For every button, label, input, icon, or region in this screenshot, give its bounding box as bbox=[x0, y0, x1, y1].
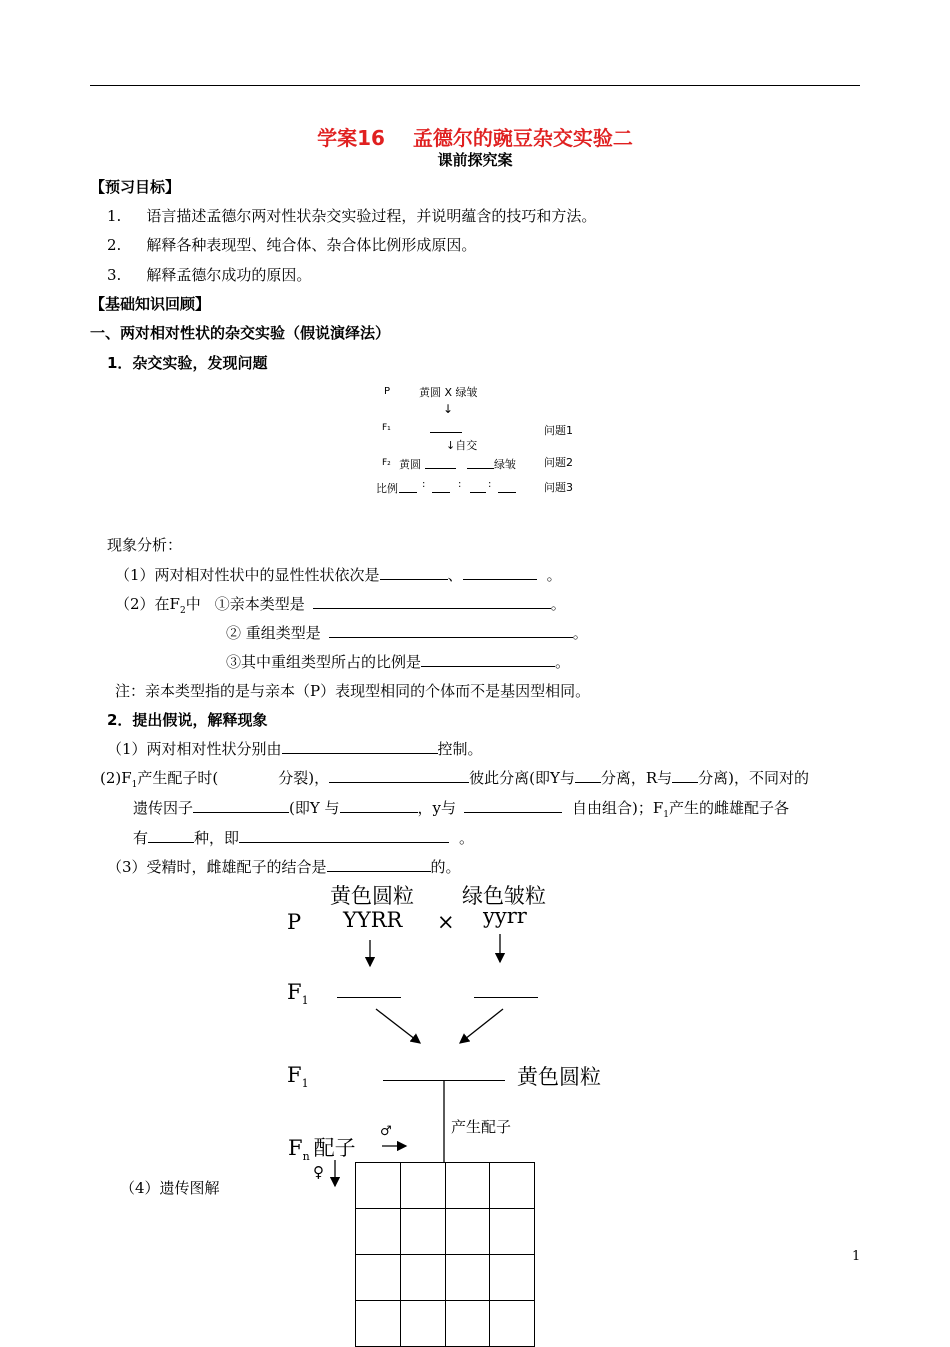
diagram-question-3: 问题3 bbox=[544, 481, 573, 494]
page-title: 学案16 孟德尔的豌豆杂交实验二 bbox=[317, 126, 633, 150]
p-left-genotype: YYRR bbox=[343, 908, 403, 932]
punnett-cell[interactable] bbox=[490, 1209, 535, 1255]
hypothesis-1: （1）两对相对性状分别由 控制。 bbox=[107, 740, 483, 758]
f1b-phenotype: 黄色圆粒 bbox=[517, 1065, 601, 1089]
analysis-q2b: ② 重组类型是 。 bbox=[226, 624, 588, 642]
punnett-cell[interactable] bbox=[445, 1301, 490, 1347]
hypothesis-4: （4）遗传图解 bbox=[120, 1179, 220, 1197]
punnett-cell[interactable] bbox=[356, 1255, 401, 1301]
diagram-f2-right: 绿皱 bbox=[494, 458, 516, 471]
punnett-cell[interactable] bbox=[445, 1163, 490, 1209]
punnett-square bbox=[355, 1162, 535, 1347]
goal-item: 2. 解释各种表现型、纯合体、杂合体比例形成原因。 bbox=[107, 236, 477, 254]
hypothesis-2-line2: 遗传因子 (即Y 与 ，y与 自由组合)；$F_1$产生的雌雄配子各 bbox=[133, 799, 790, 820]
diagram-selfing: ↓自交 bbox=[446, 439, 478, 452]
hypothesis-2-line3: 有 种，即 。 bbox=[133, 829, 475, 847]
f1b-label: $F_1$ bbox=[287, 1063, 309, 1091]
female-icon: ♀ bbox=[313, 1163, 324, 1181]
analysis-q2: （2）在$F_2$中 ①亲本类型是 。 bbox=[115, 595, 566, 616]
punnett-cell[interactable] bbox=[356, 1163, 401, 1209]
page-subtitle: 课前探究案 bbox=[437, 151, 513, 169]
diagram-f2-left: 黄圆 bbox=[399, 458, 421, 471]
hypothesis-3: （3）受精时，雌雄配子的结合是 的。 bbox=[107, 858, 461, 876]
diagram-question-1: 问题1 bbox=[544, 424, 573, 437]
punnett-cell[interactable] bbox=[400, 1255, 445, 1301]
p-generation-label: P bbox=[287, 910, 302, 934]
punnett-cell[interactable] bbox=[490, 1255, 535, 1301]
diagram-question-2: 问题2 bbox=[544, 456, 573, 469]
diagram-p-label: P bbox=[384, 386, 391, 397]
review-heading: 【基础知识回顾】 bbox=[90, 295, 211, 313]
subsection-heading: 1．杂交实验，发现问题 bbox=[107, 354, 268, 372]
ratio-colon: : bbox=[458, 479, 462, 490]
section-heading: 一、两对相对性状的杂交实验（假说演绎法） bbox=[90, 324, 391, 342]
punnett-cell[interactable] bbox=[400, 1209, 445, 1255]
f1-label: $F_1$ bbox=[287, 980, 309, 1008]
analysis-note: 注：亲本类型指的是与亲本（P）表现型相同的个体而不是基因型相同。 bbox=[115, 682, 591, 700]
down-arrow-icon: ↓ bbox=[443, 402, 454, 416]
p-left-phenotype: 黄色圆粒 bbox=[330, 884, 414, 908]
analysis-q2c: ③其中重组类型所占的比例是 。 bbox=[226, 653, 571, 671]
ratio-colon: : bbox=[422, 479, 426, 490]
p-right-genotype: yyrr bbox=[483, 904, 527, 928]
male-icon: ♂ bbox=[380, 1124, 392, 1139]
gamete-production-label: 产生配子 bbox=[451, 1118, 512, 1136]
diagram-f1-label: F₁ bbox=[382, 423, 391, 433]
analysis-q1: （1）两对相对性状中的显性性状依次是 、 。 bbox=[115, 566, 562, 584]
punnett-cell[interactable] bbox=[400, 1301, 445, 1347]
fn-label: $F_n$ 配子 bbox=[288, 1136, 356, 1164]
punnett-cell[interactable] bbox=[400, 1163, 445, 1209]
punnett-cell[interactable] bbox=[356, 1301, 401, 1347]
diagram-p-cross: 黄圆 X 绿皱 bbox=[419, 386, 478, 399]
hypothesis-2-line1: $(2)F_1$产生配子时( 分裂)， 彼此分离(即Y与 分离，R与 分离)，不同对的 bbox=[100, 769, 810, 790]
arrow-f1-left-merge bbox=[376, 1009, 420, 1043]
hypothesis-heading: 2．提出假说，解释现象 bbox=[107, 711, 268, 729]
diagram-f2-label: F₂ bbox=[382, 458, 391, 468]
punnett-cell[interactable] bbox=[490, 1163, 535, 1209]
goal-item: 3. 解释孟德尔成功的原因。 bbox=[107, 266, 312, 284]
arrow-f1-right-merge bbox=[460, 1009, 503, 1043]
cross-symbol: × bbox=[437, 910, 455, 934]
p-right-phenotype: 绿色皱粒 bbox=[462, 884, 546, 908]
ratio-colon: : bbox=[488, 479, 492, 490]
punnett-cell[interactable] bbox=[490, 1301, 535, 1347]
analysis-heading: 现象分析： bbox=[107, 536, 183, 554]
punnett-cell[interactable] bbox=[356, 1209, 401, 1255]
punnett-cell[interactable] bbox=[445, 1255, 490, 1301]
diagram-ratio-label: 比例 bbox=[376, 482, 398, 495]
page-number: 1 bbox=[852, 1249, 861, 1264]
punnett-cell[interactable] bbox=[445, 1209, 490, 1255]
goal-item: 1. 语言描述孟德尔两对性状杂交实验过程，并说明蕴含的技巧和方法。 bbox=[107, 207, 597, 225]
preview-goals-heading: 【预习目标】 bbox=[90, 178, 181, 196]
